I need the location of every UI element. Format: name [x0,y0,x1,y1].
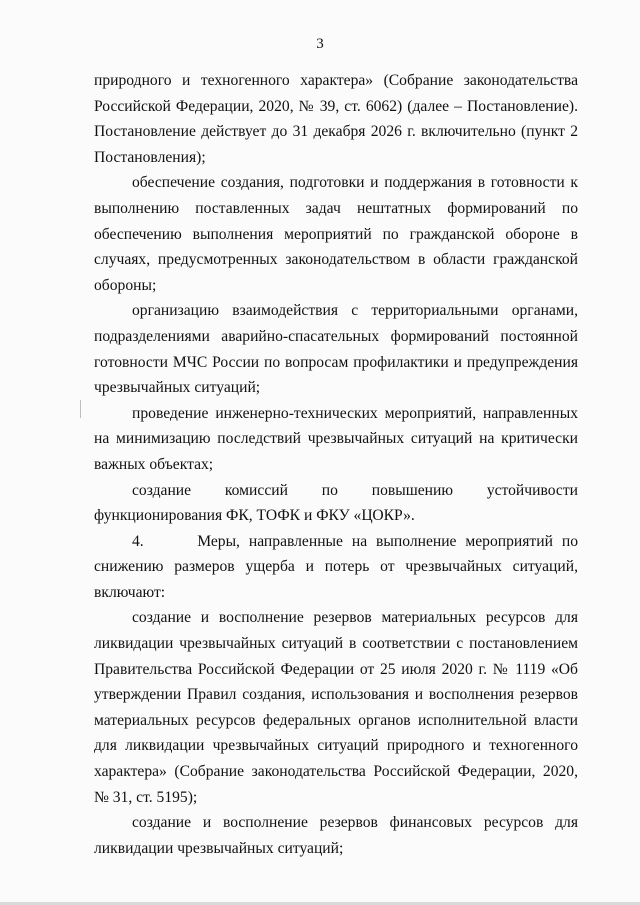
paragraph-engineering-measures: проведение инженерно-технических мероприятий, направленных на минимизацию последствий чрезвычайных ситуаций на критически важных объектах; [94,404,578,473]
paragraph-sustainability-commissions: создание комиссий по повышению устойчивости функционирования ФК, ТОФК и ФКУ «ЦОКР». [94,481,578,525]
paragraph-material-reserves: создание и восполнение резервов материальных ресурсов для ликвидации чрезвычайных ситуаций в соответствии с постановлением Правительства Российской Федерации от 25 июля 2020 г. № 1119 «Об утверждении Правил создания, использования и восполнения резервов материальных ресурсов федеральных органов исполнительной власти для ликвидации чрезвычайных ситуаций природного и техногенного характера» (Собрание законодательства Российской Федерации, 2020, № 31, ст. 5195); [94,609,578,806]
document-body [94,68,582,861]
paragraph-item-4: 4. Меры, направленные на выполнение мероприятий по снижению размеров ущерба и потерь от чрезвычайных ситуаций, включают: [94,532,582,601]
page-number: 3 [316,36,324,52]
paragraph-financial-reserves: создание и восполнение резервов финансовых ресурсов для ликвидации чрезвычайных ситуаций; [94,814,578,857]
paragraph-interaction-organization: организацию взаимодействия с территориальными органами, подразделениями аварийно-спасательных формирований постоянной готовности МЧС России по вопросам профилактики и предупреждения чрезвычайных ситуаций; [94,302,578,397]
scan-artifact-mark [80,400,81,418]
paragraph-civil-defense-formations: обеспечение создания, подготовки и поддержания в готовности к выполнению поставленных задач нештатных формирований по обеспечению выполнения мероприятий по гражданской обороне в случаях, предусмотренных законодательством в области гражданской обороны; [94,174,578,294]
paragraph-continuation: природного и техногенного характера» (Собрание законодательства Российской Федерации, 2020, № 39, ст. 6062) (далее – Постановление). Постановление действует до 31 декабря 2026 г. включительно (пункт 2 Постановления); [94,72,578,166]
